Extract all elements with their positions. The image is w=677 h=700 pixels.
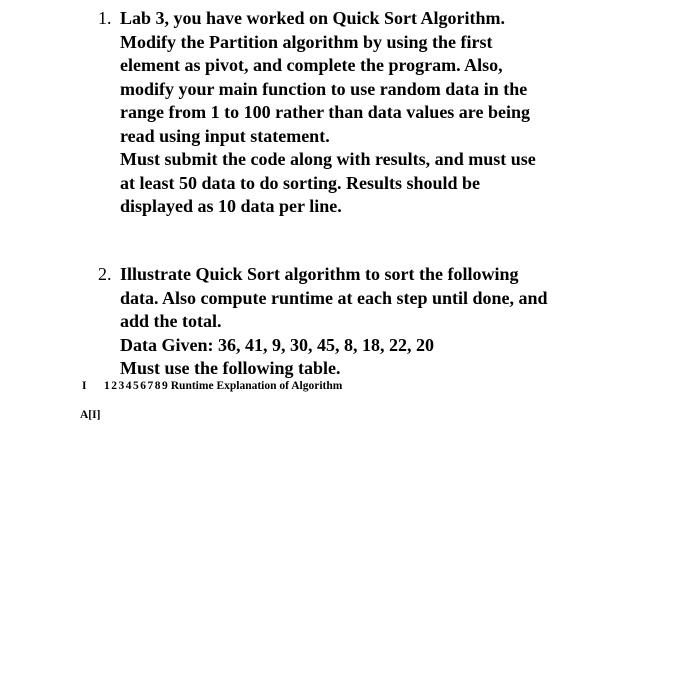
table-column-header: 3 (118, 380, 125, 392)
question-1 (98, 7, 618, 219)
question-1-line: displayed as 10 data per line. (120, 196, 342, 216)
question-1-line: Modify the Partition algorithm by using the first (120, 31, 493, 52)
question-1-line: Must submit the code along with results, and must use (120, 149, 536, 169)
question-2 (98, 263, 618, 381)
question-1-line: Lab 3, you have worked on Quick Sort Algorithm. (120, 8, 506, 28)
question-2-text (120, 263, 618, 381)
table-column-header: 7 (147, 380, 154, 392)
question-2-line: data. Also compute runtime at each step until done, and (120, 287, 548, 308)
question-1-line: at least 50 data to do sorting. Results should be (120, 172, 481, 193)
question-1-line: range from 1 to 100 rather than data values are being (120, 102, 530, 122)
question-1-line: modify your main function to use random data in the (120, 78, 528, 99)
table-column-header: 2 (111, 380, 117, 392)
question-2-line: Data Given: 36, 41, 9, 30, 45, 8, 18, 22, 20 (120, 334, 434, 355)
question-2-number: 2. (98, 264, 112, 284)
table-column-header: 1 (104, 380, 110, 392)
array-row-label: A[I] (80, 409, 101, 421)
explanation-header: Explanation of Algorithm (216, 380, 343, 392)
question-2-line: Illustrate Quick Sort algorithm to sort the following (120, 264, 519, 284)
table-header-row (82, 379, 342, 393)
question-1-line: read using input statement. (120, 125, 330, 146)
table-column-header: 9 (162, 380, 168, 392)
table-column-header: 6 (140, 380, 146, 392)
question-2-line: Must use the following table. (120, 358, 341, 378)
table-row-label: I (82, 380, 87, 392)
question-1-number: 1. (98, 8, 112, 28)
runtime-header: Runtime (170, 380, 214, 392)
table-column-header: 4 (125, 380, 132, 392)
table-column-header: 5 (133, 380, 139, 392)
table-column-headers (104, 380, 171, 392)
question-1-line: element as pivot, and complete the program. Also, (120, 55, 503, 75)
question-2-line: add the total. (120, 311, 222, 331)
table-column-header: 8 (154, 380, 161, 392)
question-1-text (120, 7, 618, 219)
